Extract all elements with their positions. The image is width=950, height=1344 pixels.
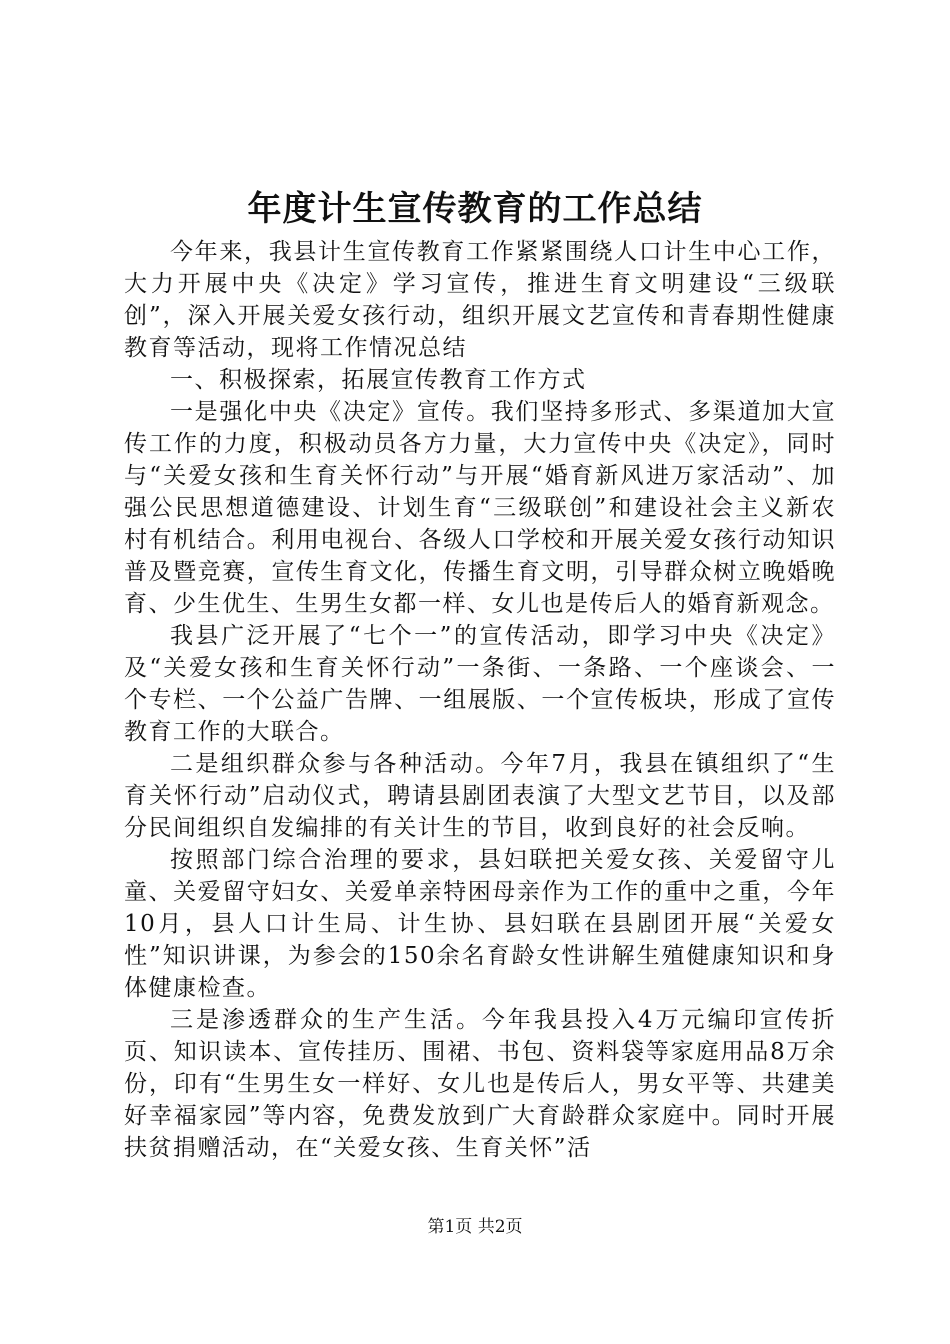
- document-body: [124, 236, 836, 1164]
- document-title: 年度计生宣传教育的工作总结: [247, 189, 703, 229]
- paragraph-seven-ones: 我县广泛开展了“七个一”的宣传活动，即学习中央《决定》及“关爱女孩和生育关怀行动”一条街、一条路、一个座谈会、一个专栏、一个公益广告牌、一组展版、一个宣传板块，形成了宣传教育工作的大联合。: [124, 623, 836, 745]
- paragraph-womens-federation: 按照部门综合治理的要求，县妇联把关爱女孩、关爱留守儿童、关爱留守妇女、关爱单亲特困母亲作为工作的重中之重，今年10月，县人口计生局、计生协、县妇联在县剧团开展“关爱女性”知识讲课，为参会的150余名育龄女性讲解生殖健康知识和身体健康检查。: [124, 847, 836, 1001]
- paragraph-item-2: 二是组织群众参与各种活动。今年7月，我县在镇组织了“生育关怀行动”启动仪式，聘请县剧团表演了大型文艺节目，以及部分民间组织自发编排的有关计生的节目，收到良好的社会反响。: [124, 751, 836, 841]
- paragraph-item-1: 一是强化中央《决定》宣传。我们坚持多形式、多渠道加大宣传工作的力度，积极动员各方力量，大力宣传中央《决定》，同时与“关爱女孩和生育关怀行动”与开展“婚育新风进万家活动”、加强公民思想道德建设、计划生育“三级联创”和建设社会主义新农村有机结合。利用电视台、各级人口学校和开展关爱女孩行动知识普及暨竞赛，宣传生育文化，传播生育文明，引导群众树立晚婚晚育、少生优生、生男生女都一样、女儿也是传后人的婚育新观念。: [124, 399, 836, 617]
- paragraph-item-3: 三是渗透群众的生产生活。今年我县投入4万元编印宣传折页、知识读本、宣传挂历、围裙、书包、资料袋等家庭用品8万余份，印有“生男生女一样好、女儿也是传后人，男女平等、共建美好幸福家园”等内容，免费发放到广大育龄群众家庭中。同时开展扶贫捐赠活动，在“关爱女孩、生育关怀”活: [124, 1007, 836, 1161]
- paragraph-intro: 今年来，我县计生宣传教育工作紧紧围绕人口计生中心工作，大力开展中央《决定》学习宣传，推进生育文明建设“三级联创”，深入开展关爱女孩行动，组织开展文艺宣传和青春期性健康教育等活动，现将工作情况总结: [124, 239, 836, 361]
- page-footer: 第1页 共2页: [427, 1217, 523, 1237]
- section-heading-1: 一、积极探索，拓展宣传教育工作方式: [170, 367, 587, 393]
